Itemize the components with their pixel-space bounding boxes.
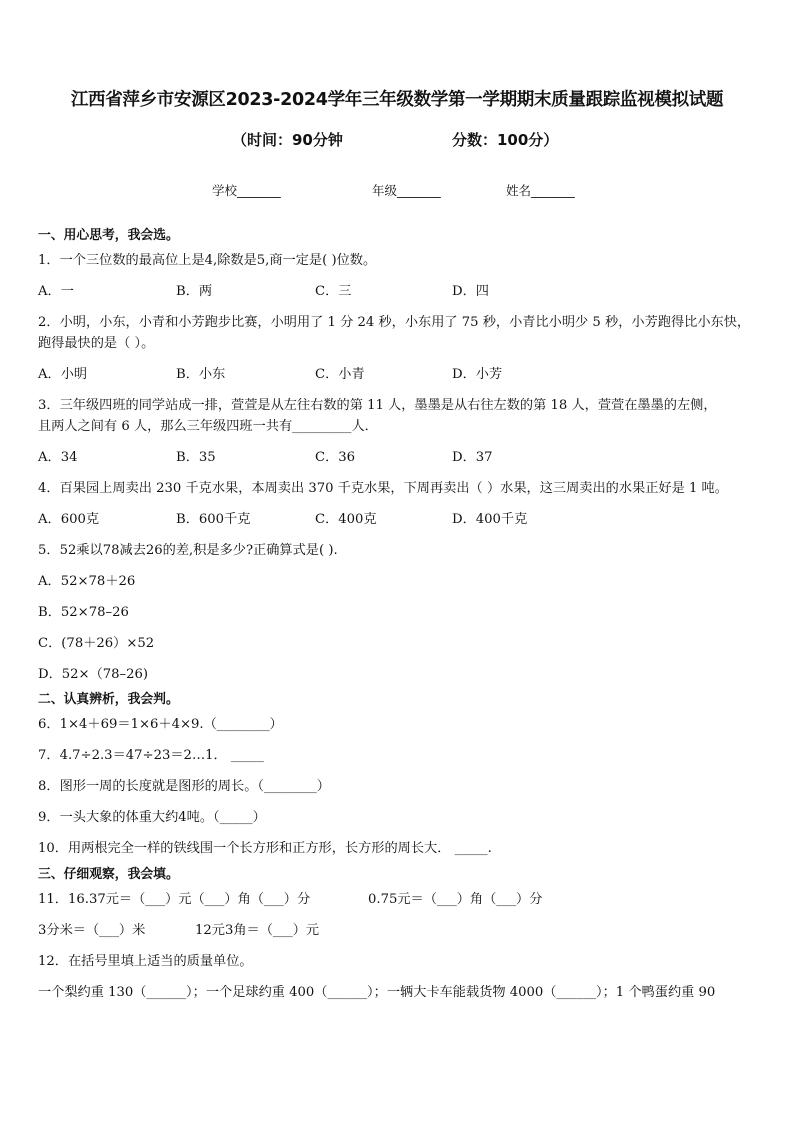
question-9: 9．一头大象的体重大约4吨。（_____） (38, 810, 266, 825)
option-a[interactable]: A．一 (38, 284, 74, 299)
question-3-options (38, 448, 766, 479)
question-3-line1: 3．三年级四班的同学站成一排，萱萱是从左往右数的第 11 人，墨墨是从右往左数的第 18 人，萱萱在墨墨的左侧， (38, 398, 717, 413)
option-c[interactable]: C．小青 (315, 367, 365, 382)
section-heading: 一、用心思考，我会选。 (38, 228, 179, 243)
option-a[interactable]: A．34 (38, 450, 78, 465)
option-b[interactable]: B．小东 (176, 367, 226, 382)
school-field[interactable]: 学校_______ (212, 183, 281, 198)
question-4-options (38, 510, 766, 541)
option-a[interactable]: A．小明 (38, 367, 88, 382)
question-6: 6．1×4＋69＝1×6＋4×9.（________） (38, 717, 283, 732)
question-11-part4: 12元3角＝（___）元 (195, 923, 320, 938)
question-7: 7．4.7÷2.3＝47÷23＝2…1． _____ (38, 748, 264, 763)
option-d[interactable]: D．400千克 (452, 512, 528, 527)
option-d[interactable]: D．小芳 (452, 367, 503, 382)
question-11-part3: 3分米＝（___）米 (38, 923, 146, 938)
option-b[interactable]: B．600千克 (176, 512, 251, 527)
option-c[interactable]: C．三 (315, 284, 352, 299)
exam-info (0, 129, 794, 153)
question-12: 12．在括号里填上适当的质量单位。 (38, 954, 253, 969)
option-d[interactable]: D．四 (452, 284, 489, 299)
question-4: 4．百果园上周卖出 230 千克水果，本周卖出 370 千克水果，下周再卖出（ ）水果，这三周卖出的水果正好是 1 吨。 (38, 481, 728, 496)
option-a[interactable]: A．52×78＋26 (38, 574, 136, 589)
section-heading: 三、仔细观察，我会填。 (38, 867, 179, 882)
question-5: 5．52乘以78减去26的差,积是多少?正确算式是( ). (38, 543, 338, 558)
time-label: （时间：90分钟 (232, 131, 343, 149)
score-label: 分数：100分） (452, 131, 559, 149)
question-1-options (38, 282, 766, 313)
page-title: 江西省萍乡市安源区2023-2024学年三年级数学第一学期期末质量跟踪监视模拟试题 (70, 90, 724, 110)
question-8: 8．图形一周的长度就是图形的周长。（________） (38, 779, 330, 794)
question-2-line1: 2．小明，小东，小青和小芳跑步比赛，小明用了 1 分 24 秒，小东用了 75 秒，小青比小明少 5 秒，小芳跑得比小东快， (38, 315, 751, 330)
name-field[interactable]: 姓名_______ (506, 183, 575, 198)
question-11-part1: 11．16.37元＝（___）元（___）角（___）分 (38, 892, 311, 907)
question-2-line2: 跑得最快的是（ ）。 (38, 336, 155, 351)
option-d[interactable]: D．52×（78–26) (38, 667, 149, 682)
option-c[interactable]: C．36 (315, 450, 356, 465)
question-11-part2: 0.75元＝（___）角（___）分 (368, 892, 543, 907)
option-c[interactable]: C．(78＋26）×52 (38, 636, 155, 651)
grade-field[interactable]: 年级_______ (372, 183, 441, 198)
option-b[interactable]: B．两 (176, 284, 213, 299)
question-3-line2: 且两人之间有 6 人，那么三年级四班一共有_________人． (38, 419, 378, 434)
option-b[interactable]: B．35 (176, 450, 216, 465)
question-11-row2 (38, 921, 766, 952)
student-fields (0, 181, 794, 203)
option-a[interactable]: A．600克 (38, 512, 100, 527)
exam-content (38, 226, 766, 1014)
option-d[interactable]: D．37 (452, 450, 493, 465)
option-b[interactable]: B．52×78–26 (38, 605, 129, 620)
question-12-line2: 一个梨约重 130（______）；一个足球约重 400（______）；一辆大卡车能载货物 4000（______）；1 个鸭蛋约重 90 (38, 985, 716, 1000)
question-1: 1．一个三位数的最高位上是4,除数是5,商一定是( )位数。 (38, 253, 377, 268)
question-10: 10．用两根完全一样的铁线围一个长方形和正方形，长方形的周长大． _____. (38, 841, 492, 856)
question-2-options (38, 365, 766, 396)
question-11-row1 (38, 890, 766, 921)
option-c[interactable]: C．400克 (315, 512, 377, 527)
section-heading: 二、认真辨析，我会判。 (38, 692, 179, 707)
